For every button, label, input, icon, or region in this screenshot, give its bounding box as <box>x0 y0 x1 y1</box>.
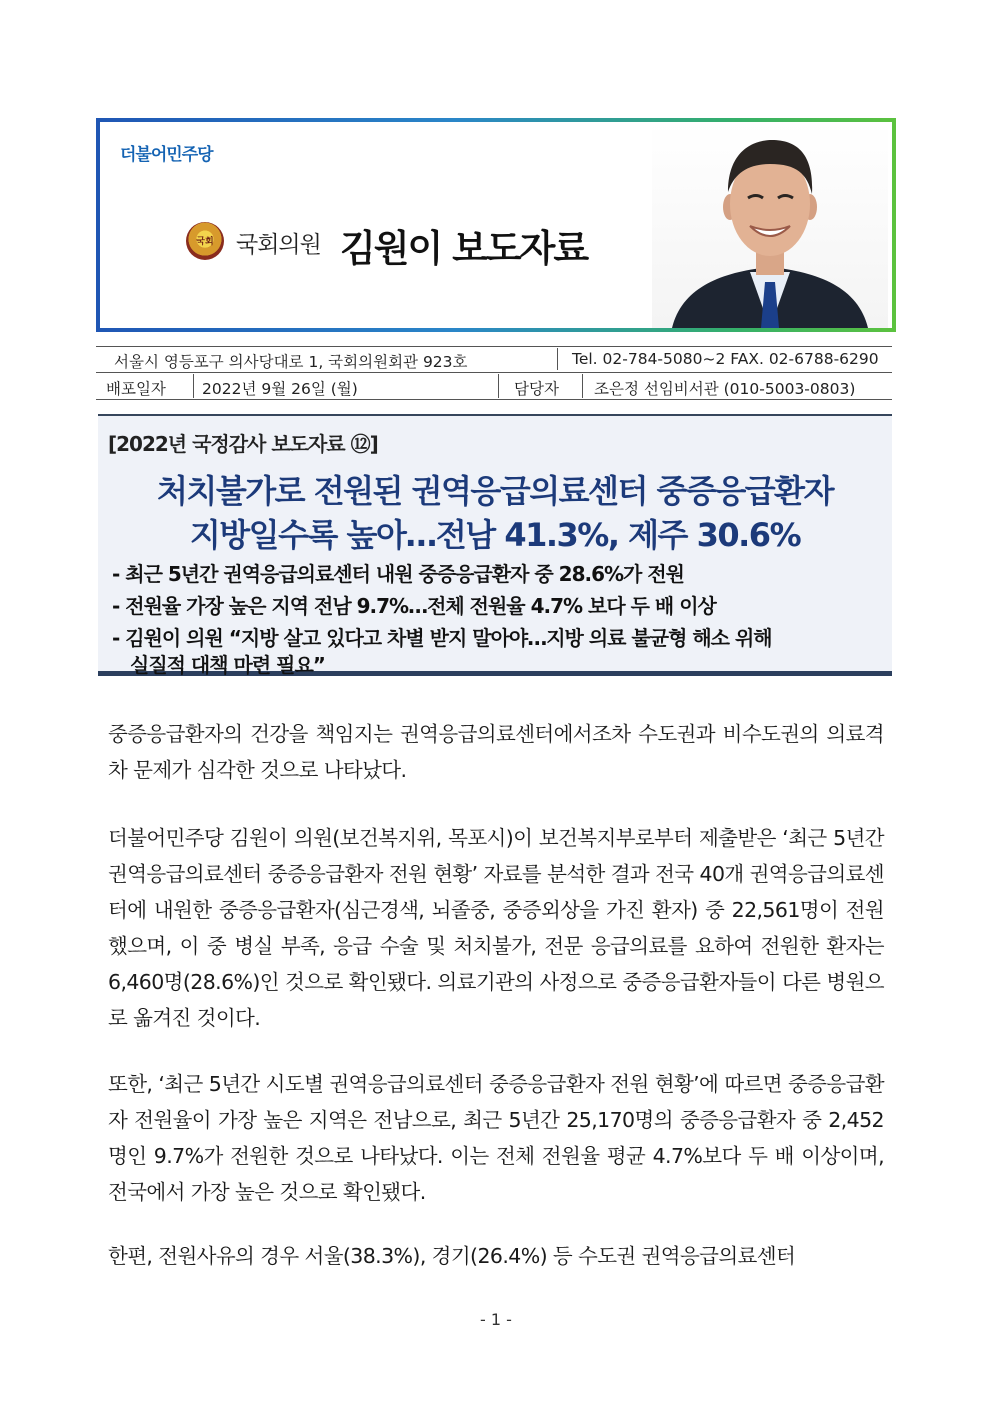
party-logo: 더불어민주당 <box>120 145 213 165</box>
table-divider <box>498 374 499 398</box>
contact-person-label: 담당자 <box>514 380 559 398</box>
press-release-title: 김원이 보도자료 <box>340 227 588 270</box>
summary-bullet: - 전원율 가장 높은 지역 전남 9.7%…전체 전원율 4.7% 보다 두 배 이상 <box>112 594 716 618</box>
seal-text: 국회 <box>196 237 214 247</box>
headline-title-line-2: 지방일수록 높아…전남 41.3%, 제주 30.6% <box>189 516 801 554</box>
table-rule-top <box>96 346 892 347</box>
national-assembly-seal-icon <box>186 222 224 260</box>
banner-inner <box>100 122 892 328</box>
body-paragraph-4 <box>108 1238 884 1274</box>
phone-fax: Tel. 02-784-5080~2 FAX. 02-6788-6290 <box>572 350 879 368</box>
body-paragraph-1 <box>108 716 884 788</box>
paragraph-text: 한편, 전원사유의 경우 서울(38.3%), 경기(26.4%) 등 수도권 권역응급의료센터 <box>108 1244 796 1268</box>
paragraph-text: 또한, ‘최근 5년간 시도별 권역응급의료센터 중증응급환자 전원 현황’에 따르면 중증응급환자 전원율이 가장 높은 지역은 전남으로, 최근 5년간 25,170명의 중증응급환자 중 2,452명인 9.7%가 전원한 것으로 나타났다. 이는 전체 전원율 평균 4.7%보다 두 배 이상이며, 전국에서 가장 높은 것으로 확인됐다. <box>108 1072 884 1204</box>
release-date-label: 배포일자 <box>106 380 166 398</box>
table-rule-middle <box>96 372 892 373</box>
body-paragraph-2 <box>108 820 884 1036</box>
page-number: - 1 - <box>480 1310 512 1329</box>
table-divider <box>557 348 558 370</box>
headline-box <box>98 414 892 676</box>
table-rule-bottom <box>96 399 892 400</box>
paragraph-text: 중증응급환자의 건강을 책임지는 권역응급의료센터에서조차 수도권과 비수도권의 의료격차 문제가 심각한 것으로 나타났다. <box>108 722 884 782</box>
series-label: [2022년 국정감사 보도자료 ⑫] <box>108 432 378 456</box>
table-divider <box>193 374 194 398</box>
headline-title-line-1: 처치불가로 전원된 권역응급의료센터 중증응급환자 <box>157 472 833 510</box>
table-divider <box>582 374 583 398</box>
office-address: 서울시 영등포구 의사당대로 1, 국회의원회관 923호 <box>114 353 468 371</box>
body-paragraph-3 <box>108 1066 884 1210</box>
press-release-banner <box>96 118 896 332</box>
summary-bullet: - 최근 5년간 권역응급의료센터 내원 중증응급환자 중 28.6%가 전원 <box>112 562 684 586</box>
paragraph-text: 더불어민주당 김원이 의원(보건복지위, 목포시)이 보건복지부로부터 제출받은 ‘최근 5년간 권역응급의료센터 중증응급환자 전원 현황’ 자료를 분석한 결과 전국 40개 권역응급의료센터에 내원한 중증응급환자(심근경색, 뇌졸중, 중증외상을 가진 환자) 중 22,561명이 전원했으며, 이 중 병실 부족, 응급 수술 및 처치불가, 전문 응급의료를 요하여 전원한 환자는 6,460명(28.6%)인 것으로 확인됐다. 의료기관의 사정으로 중증응급환자들이 다른 병원으로 옮겨진 것이다. <box>108 826 884 1030</box>
member-label: 국회의원 <box>236 232 321 258</box>
release-date: 2022년 9월 26일 (월) <box>202 380 358 398</box>
contact-person: 조은정 선임비서관 (010-5003-0803) <box>594 380 856 398</box>
member-portrait <box>652 122 888 328</box>
summary-bullet: - 김원이 의원 “지방 살고 있다고 차별 받지 말아야…지방 의료 불균형 해소 위해 <box>112 626 772 650</box>
summary-bullet-continuation: 실질적 대책 마련 필요” <box>130 653 325 677</box>
